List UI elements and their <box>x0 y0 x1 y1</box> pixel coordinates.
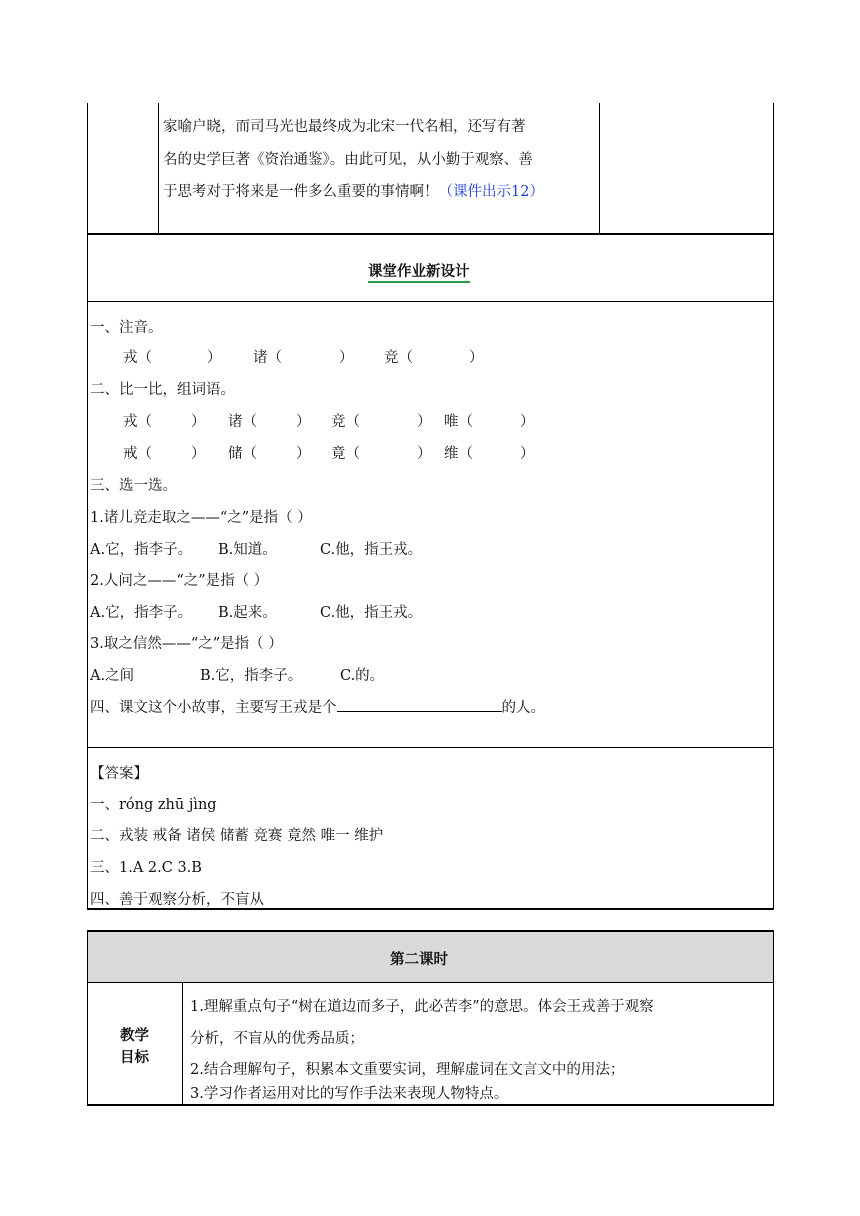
top-table-right-border <box>773 103 774 909</box>
section-1-heading: 一、注音。 <box>90 320 163 336</box>
lesson2-left-border <box>87 930 88 1105</box>
courseware-note: （课件出示12） <box>438 184 544 200</box>
section-4-question: 四、课文这个小故事，主要写王戎是个 的人。 <box>90 696 545 717</box>
s1-item-1-close: ） <box>207 350 222 366</box>
answer-2: 二、戎装 戒备 诸侯 储蓄 竞赛 竟然 唯一 维护 <box>90 828 384 844</box>
q2-option-b: B.起来。 <box>218 605 277 621</box>
lesson2-bottom-border <box>87 1104 774 1106</box>
top-text-line-2: 名的史学巨著《资治通鉴》。由此可见，从小勤于观察、善 <box>163 152 533 168</box>
question-3: 3.取之信然——“之”是指（ ） <box>90 636 283 652</box>
lesson2-col-divider <box>182 982 183 1105</box>
answer-3: 三、1.A 2.C 3.B <box>90 860 202 876</box>
s2-r2-item-2-open: 储（ <box>228 446 257 462</box>
question-2: 2.人问之——“之”是指（ ） <box>90 573 269 589</box>
q1-option-a: A.它，指李子。 <box>90 542 193 558</box>
s2-r2-item-4-open: 维（ <box>444 446 473 462</box>
answer-1: 一、róng zhū jìng <box>90 797 217 813</box>
answer-bottom-border <box>87 908 774 910</box>
s2-r2-item-2-close: ） <box>296 446 311 462</box>
q1-option-b: B.知道。 <box>218 542 277 558</box>
goal-2: 2.结合理解句子，积累本文重要实词，理解虚词在文言文中的用法； <box>190 1062 625 1078</box>
q3-option-b: B.它，指李子。 <box>200 668 303 684</box>
top-row-bottom-border <box>87 233 774 235</box>
goal-3: 3.学习作者运用对比的写作手法来表现人物特点。 <box>190 1086 509 1102</box>
top-text-line-3 <box>163 180 544 201</box>
s1-item-3-close: ） <box>469 350 484 366</box>
s1-item-2-close: ） <box>339 350 354 366</box>
q2-option-c: C.他，指王戎。 <box>320 605 423 621</box>
s2-r2-item-4-close: ） <box>520 446 535 462</box>
s2-r1-item-4-close: ） <box>520 414 535 430</box>
s2-r1-item-1-close: ） <box>191 414 206 430</box>
s2-r1-item-3-open: 竞（ <box>331 414 360 430</box>
q2-option-a: A.它，指李子。 <box>90 605 193 621</box>
s2-r2-item-1-open: 戒（ <box>123 446 152 462</box>
top-inner-right-border <box>599 103 600 234</box>
homework-title-bottom-border <box>87 301 774 302</box>
s2-r1-item-3-close: ） <box>417 414 432 430</box>
fill-in-blank <box>337 696 502 712</box>
lesson2-top-border <box>87 930 774 932</box>
s2-r1-item-1-open: 戎（ <box>123 414 152 430</box>
answer-label: 【答案】 <box>90 766 148 782</box>
answer-4: 四、善于观察分析，不盲从 <box>90 892 264 908</box>
s2-r1-item-2-open: 诸（ <box>228 414 257 430</box>
lesson2-header-bottom-border <box>87 982 774 983</box>
s1-item-3-open: 竞（ <box>384 350 413 366</box>
top-table-left-border <box>87 103 88 909</box>
s1-item-1-open: 戎（ <box>123 350 152 366</box>
goal-label-line-1: 教学 <box>120 1028 149 1044</box>
s2-r1-item-4-open: 唯（ <box>444 414 473 430</box>
lesson2-right-border <box>773 930 774 1105</box>
section-3-heading: 三、选一选。 <box>90 478 177 494</box>
top-text-line-1: 家喻户晓，而司马光也最终成为北宋一代名相，还写有著 <box>163 119 526 135</box>
s2-r2-item-1-close: ） <box>191 446 206 462</box>
answer-top-border <box>87 747 774 748</box>
s1-item-2-open: 诸（ <box>253 350 282 366</box>
s2-r2-item-3-open: 竟（ <box>331 446 360 462</box>
goal-label-line-2: 目标 <box>120 1050 149 1066</box>
q1-option-c: C.他，指王戎。 <box>320 542 423 558</box>
q3-option-a: A.之间 <box>90 668 135 684</box>
question-1: 1.诸儿竞走取之——“之”是指（ ） <box>90 510 312 526</box>
lesson2-title: 第二课时 <box>390 952 448 968</box>
goal-1-line-1: 1.理解重点句子“树在道边而多子，此必苦李”的意思。体会王戎善于观察 <box>190 999 654 1015</box>
section-2-heading: 二、比一比，组词语。 <box>90 382 235 398</box>
s2-r1-item-2-close: ） <box>296 414 311 430</box>
top-text-line-3-main: 于思考对于将来是一件多么重要的事情啊！ <box>163 184 439 200</box>
top-inner-left-border <box>158 103 159 234</box>
homework-title: 课堂作业新设计 <box>368 260 470 281</box>
goal-1-line-2: 分析，不盲从的优秀品质； <box>190 1031 364 1047</box>
s2-r2-item-3-close: ） <box>417 446 432 462</box>
q3-option-c: C.的。 <box>340 668 385 684</box>
